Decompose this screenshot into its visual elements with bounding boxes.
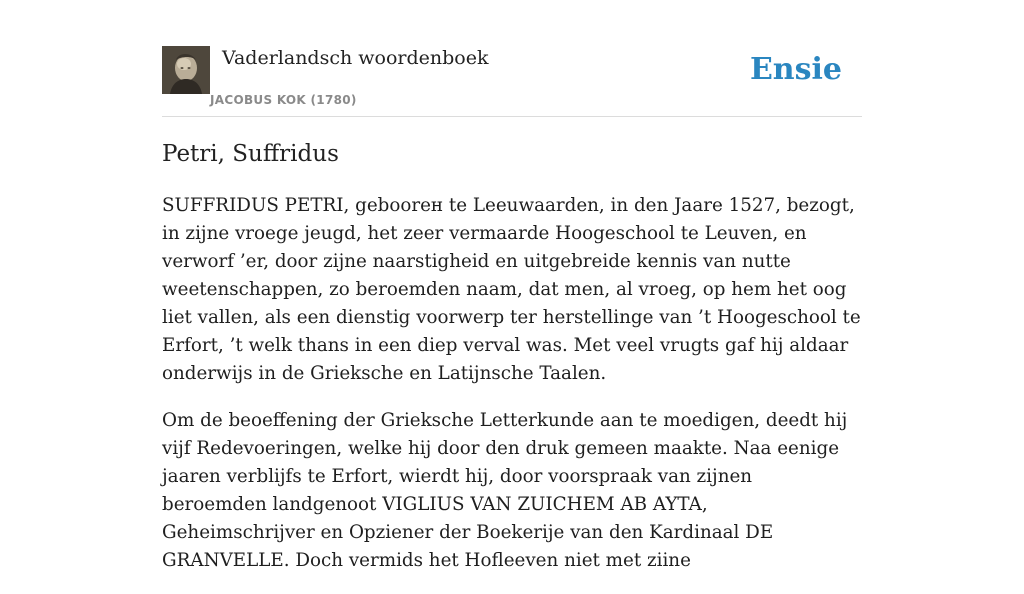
header (162, 46, 862, 117)
entry-paragraph: Om de beoeffening der Grieksche Letterkunde aan te moedigen, deedt hij vijf Redevoeringen, welke hij door den druk gemeen maakte. Naa eenige jaaren verblijfs te Erfort, wierdt hij, door voorspraak van zijnen beroemden landgenoot VIGLIUS VAN ZUICHEM AB AYTA, Geheimschrijver en Opziener der Boekerije van den Kardinaal DE GRANVELLE. Doch vermids het Hofleeven niet met ziine (162, 410, 848, 571)
book-title[interactable]: Vaderlandsch woordenboek (222, 47, 489, 69)
page (162, 0, 862, 571)
entry-paragraph: SUFFRIDUS PETRI, geboorен te Leeuwaarden, in den Jaare 1527, bezogt, in zijne vroege jeugd, het zeer vermaarde Hoogeschool te Leuven, en verworf ’er, door zijne naarstigheid en uitgebreide kennis van nutte weetenschappen, zo beroemden naam, dat men, al vroeg, op hem het oog liet vallen, als een dienstig voorwerp ter herstellinge van ’t Hoogeschool te Erfort, ’t welk thans in een diep verval was. Met veel vrugts gaf hij aldaar onderwijs in de Grieksche en Latijnsche Taalen. (162, 195, 861, 384)
entry-content (162, 192, 862, 594)
author-name[interactable]: JACOBUS KOK (1780) (210, 93, 357, 107)
ensie-logo[interactable]: Ensie (749, 52, 842, 87)
author-avatar[interactable] (162, 46, 210, 94)
entry-title: Petri, Suffridus (162, 141, 339, 167)
author-portrait-icon (162, 46, 210, 94)
